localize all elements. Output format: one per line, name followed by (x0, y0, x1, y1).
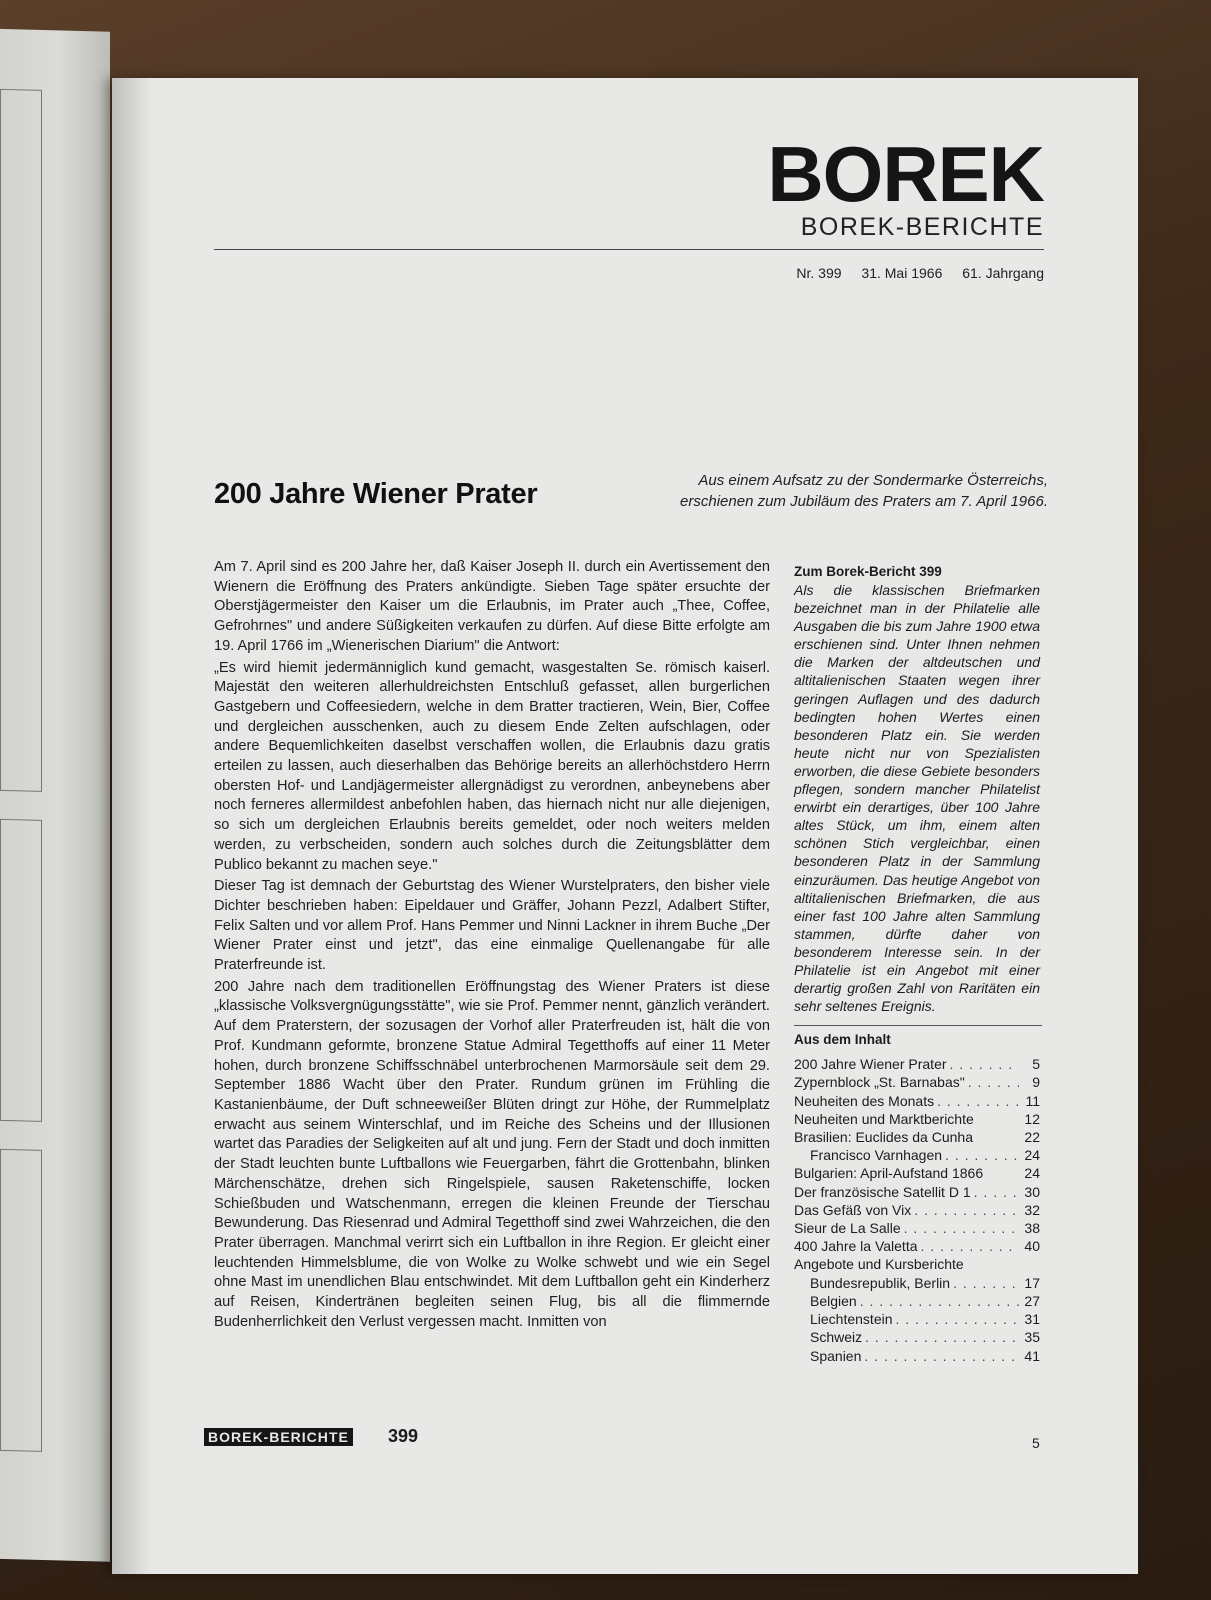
toc-item-title: Neuheiten und Marktberichte (794, 1110, 974, 1127)
toc-item (794, 1219, 1040, 1237)
toc-item-page: 9 (1032, 1074, 1040, 1091)
article-paragraph: Am 7. April sind es 200 Jahre her, daß Kaiser Joseph II. durch ein Avertissement den Wienern die Eröffnung des Praters ankündigte. Sieben Tage später ersuchte der Oberstjägermeister den Kaiser um die Erlaubnis, im Prater auch „Thee, Coffee, Gefrohrnes" und andere Süßigkeiten verkaufen zu dürfen. Auf diese Bitte erfolgte am 19. April 1766 im „Wienerischen Diarium" die Antwort: (214, 559, 770, 654)
toc-item-title: Der französische Satellit D 1 (794, 1183, 971, 1200)
toc-item-title: Neuheiten des Monats (794, 1092, 935, 1109)
toc-item (794, 1292, 1040, 1310)
toc-item-page: 27 (1024, 1292, 1040, 1309)
toc-item (794, 1310, 1040, 1328)
toc-item-title: Liechtenstein (810, 1311, 893, 1328)
sidebar (794, 564, 1040, 1365)
footer-brand: BOREK-BERICHTE (204, 1428, 353, 1446)
issue-number: Nr. 399 (796, 265, 842, 281)
left-facing-page (0, 28, 110, 1561)
toc-item-title: Zypernblock „St. Barnabas" (794, 1074, 965, 1091)
article-paragraph: 200 Jahre nach dem traditionellen Eröffnungstag des Wiener Praters ist diese „klassische Volksvergnügungsstätte", wie sie Prof. Pemmer nennt, gänzlich verändert. Auf dem Praterstern, der sozusagen der Vorhof aller Praterfreuden ist, hält die von Prof. Kundmann geformte, bronzene Statue Admiral Tegetthoffs auf einer 11 Meter hohen, durch bronzene Schiffsschnäbel unterbrochenen Marmorsäule seit dem 29. September 1886 Wacht über den Prater. Rundum grünen im Frühling die Kastanienbäume, der Duft schneeweißer Blüten dringt zur Höhe, der Rummelplatz erwacht aus seinem Winterschlaf, und im Reiche des Scheins und der Illusionen wartet das Paradies der Seligkeiten auf alt und jung. Fern der Stadt und doch inmitten der Stadt leuchten bunte Luftballons wie Feuergarben, fährt die Grottenbahn, blinken Märchenschätze, drehen sich Ringelspiele, sausen Raketenschiffe, locken Schießbuden und Watschenmann, erregen die kleinen Freunde der Tierschau Bewunderung. Das Riesenrad und Admiral Tegetthoff sind zwei Wahrzeichen, die den Prater überragen. Manchmal verirrt sich ein Luftballon in ihre Region. Er gleicht einer leuchtenden Himmelsblume, die von Wolke zu Wolke schwebt und wie ein Segel ohne Mast im unendlichen Blau entschwindet. Mit dem Luftballon geht ein Kinderherz auf Reisen, Kindertränen begleiten seinen Flug, bis all die flimmernde Budenherrlichkeit den Verlust vergessen macht. Inmitten von (214, 978, 770, 1330)
toc-item-page: 31 (1024, 1311, 1040, 1328)
toc-item (794, 1055, 1040, 1073)
toc-leader-dots (865, 1328, 1019, 1346)
sidebar-heading: Zum Borek-Bericht 399 (794, 564, 942, 579)
toc-item (794, 1328, 1040, 1346)
toc-item (794, 1110, 1040, 1128)
toc-leader-dots (864, 1347, 1019, 1365)
toc-item-page (1022, 1255, 1040, 1273)
article-body (214, 558, 770, 1334)
brand-logo: BOREK (767, 130, 1044, 218)
page-number: 5 (1032, 1435, 1040, 1451)
toc-item (794, 1183, 1040, 1201)
magazine-page (112, 78, 1138, 1574)
toc-leader-dots (968, 1073, 1019, 1091)
article-intro: Aus einem Aufsatz zu der Sondermarke Österreichs, erschienen zum Jubiläum des Praters am 7. April 1966. (680, 472, 1048, 510)
toc-item (794, 1073, 1040, 1091)
toc-item-page: 24 (1024, 1165, 1040, 1182)
toc-item (794, 1128, 1040, 1146)
toc-item-page: 17 (1024, 1274, 1040, 1291)
sidebar-text: Als die klassischen Briefmarken bezeichnet man in der Philatelie alle Ausgaben die bis zum Jahre 1900 etwa erschienen sind. Unter Ihnen nehmen die Marken der altdeutschen und altitalienischen Staaten wegen ihrer geringen Auflagen und des dadurch bedingten hohen Wertes einen besonderen Platz ein. Sie werden heute nicht nur von Spezialisten erworben, die diese Gebiete besonders pflegen, sondern mancher Philatelist erwirbt ein derartiges, über 100 Jahre altes Stück, um ihm, einem alten schönen Stich vergleichbar, einen besonderen Platz in der Sammlung einzuräumen. Das heutige Angebot von altitalienischen Briefmarken, die aus einer fast 100 Jahre alten Sammlung stammen, dürfte daher von besonderem Interesse sein. In der Philatelie ist ein Angebot mit einer derartig großen Zahl von Raritäten ein sehr seltenes Ereignis. (794, 582, 1040, 1015)
toc-leader-dots (921, 1237, 1020, 1255)
toc-heading: Aus dem Inhalt (794, 1032, 891, 1048)
issue-date: 31. Mai 1966 (861, 265, 943, 281)
left-page-frame (0, 89, 42, 792)
toc-item (794, 1237, 1040, 1255)
toc-item-title: 400 Jahre la Valetta (794, 1238, 918, 1255)
toc-item-title: Schweiz (810, 1329, 863, 1346)
toc-item (794, 1146, 1040, 1164)
toc-item-title: 200 Jahre Wiener Prater (794, 1056, 947, 1073)
toc-item-page: 41 (1024, 1347, 1040, 1364)
toc-item-title: Belgien (810, 1292, 857, 1309)
toc-leader-dots (953, 1274, 1019, 1292)
toc-item-page: 35 (1024, 1329, 1040, 1346)
masthead-rule (214, 249, 1044, 250)
toc-leader-dots (950, 1055, 1019, 1073)
article-paragraph: „Es wird hiemit jedermänniglich kund gemacht, wasgestalten Se. römisch kaiserl. Majestät den weiteren allerhuldreichsten Entschluß gefasset, allen burgerlichen Gastgebern und Coffeesiedern, welche in dem Bratter tractieren, Wein, Bier, Coffee und dergleichen ausschenken, auch zu diesem Ende Zelten aufschlagen, oder andere Bequemlichkeiten daselbst verschaffen wollen, die Erlaubnis dazu gratis erteilen zu lassen, auch dieserhalben das Behörige bereits an allerhöchstdero Herrn obersten Hof- und Landjägermeister allergnädigst zu verordnen, anbeynebens aber noch ferneres allermildest anbefohlen haben, das hiernach nicht nur alle diejenigen, so sich um dergleichen Erlaubnis bereits gemeldet, oder noch weiters melden werden, zu verbscheiden, sondern auch solches durch die Zeitungsblätter dem Publico bekannt zu machen seye." (214, 659, 770, 873)
toc-leader-dots (974, 1183, 1019, 1201)
footer-issue-number: 399 (388, 1426, 419, 1446)
toc-leader-dots (937, 1092, 1019, 1110)
toc-item-page: 30 (1024, 1183, 1040, 1200)
sidebar-rule (794, 1025, 1042, 1026)
toc-item (794, 1201, 1040, 1219)
toc-item-title: Bulgarien: April-Aufstand 1866 (794, 1165, 984, 1182)
toc-item (794, 1164, 1040, 1182)
toc-item-page: 24 (1024, 1147, 1040, 1164)
article-title: 200 Jahre Wiener Prater (214, 478, 538, 510)
table-of-contents (794, 1055, 1040, 1364)
toc-leader-dots (904, 1219, 1019, 1237)
toc-item-page: 22 (1024, 1129, 1040, 1146)
toc-item-page: 11 (1025, 1092, 1040, 1109)
masthead (767, 130, 1044, 242)
article-paragraph: Dieser Tag ist demnach der Geburtstag des Wiener Wurstelpraters, den bisher viele Dichter beschrieben haben: Eipeldauer und Gräffer, Johann Pezzl, Adalbert Stifter, Felix Salten und vor allem Prof. Hans Pemmer und Ninni Lackner in ihrem Buche „Der Wiener Prater einst und jetzt", das eine einmalige Quellenangabe für alle Praterfreunde ist. (214, 878, 770, 974)
toc-item-page: 5 (1032, 1056, 1040, 1073)
toc-item-title: Bundesrepublik, Berlin (810, 1274, 951, 1291)
toc-leader-dots (896, 1310, 1019, 1328)
toc-item-page: 32 (1024, 1201, 1040, 1218)
toc-item-page: 12 (1024, 1110, 1040, 1127)
toc-leader-dots (914, 1201, 1019, 1219)
toc-item (794, 1092, 1040, 1110)
toc-item (794, 1255, 1040, 1273)
toc-item-title: Sieur de La Salle (794, 1220, 901, 1237)
toc-item-page: 40 (1024, 1238, 1040, 1255)
brand-subtitle: BOREK-BERICHTE (800, 213, 1044, 241)
issue-info (796, 265, 1044, 281)
left-page-frame (0, 1149, 42, 1452)
toc-item-title: Francisco Varnhagen (810, 1147, 943, 1164)
toc-item-title: Brasilien: Euclides da Cunha (794, 1129, 973, 1146)
left-page-frame (0, 819, 42, 1122)
toc-item-page: 38 (1024, 1220, 1040, 1237)
toc-leader-dots (860, 1292, 1019, 1310)
toc-leader-dots (945, 1146, 1019, 1164)
issue-volume: 61. Jahrgang (962, 265, 1044, 281)
toc-item-title: Angebote und Kursberichte (794, 1256, 964, 1273)
toc-item-title: Das Gefäß von Vix (794, 1201, 912, 1218)
toc-item (794, 1274, 1040, 1292)
toc-item-title: Spanien (810, 1347, 862, 1364)
toc-item (794, 1347, 1040, 1365)
